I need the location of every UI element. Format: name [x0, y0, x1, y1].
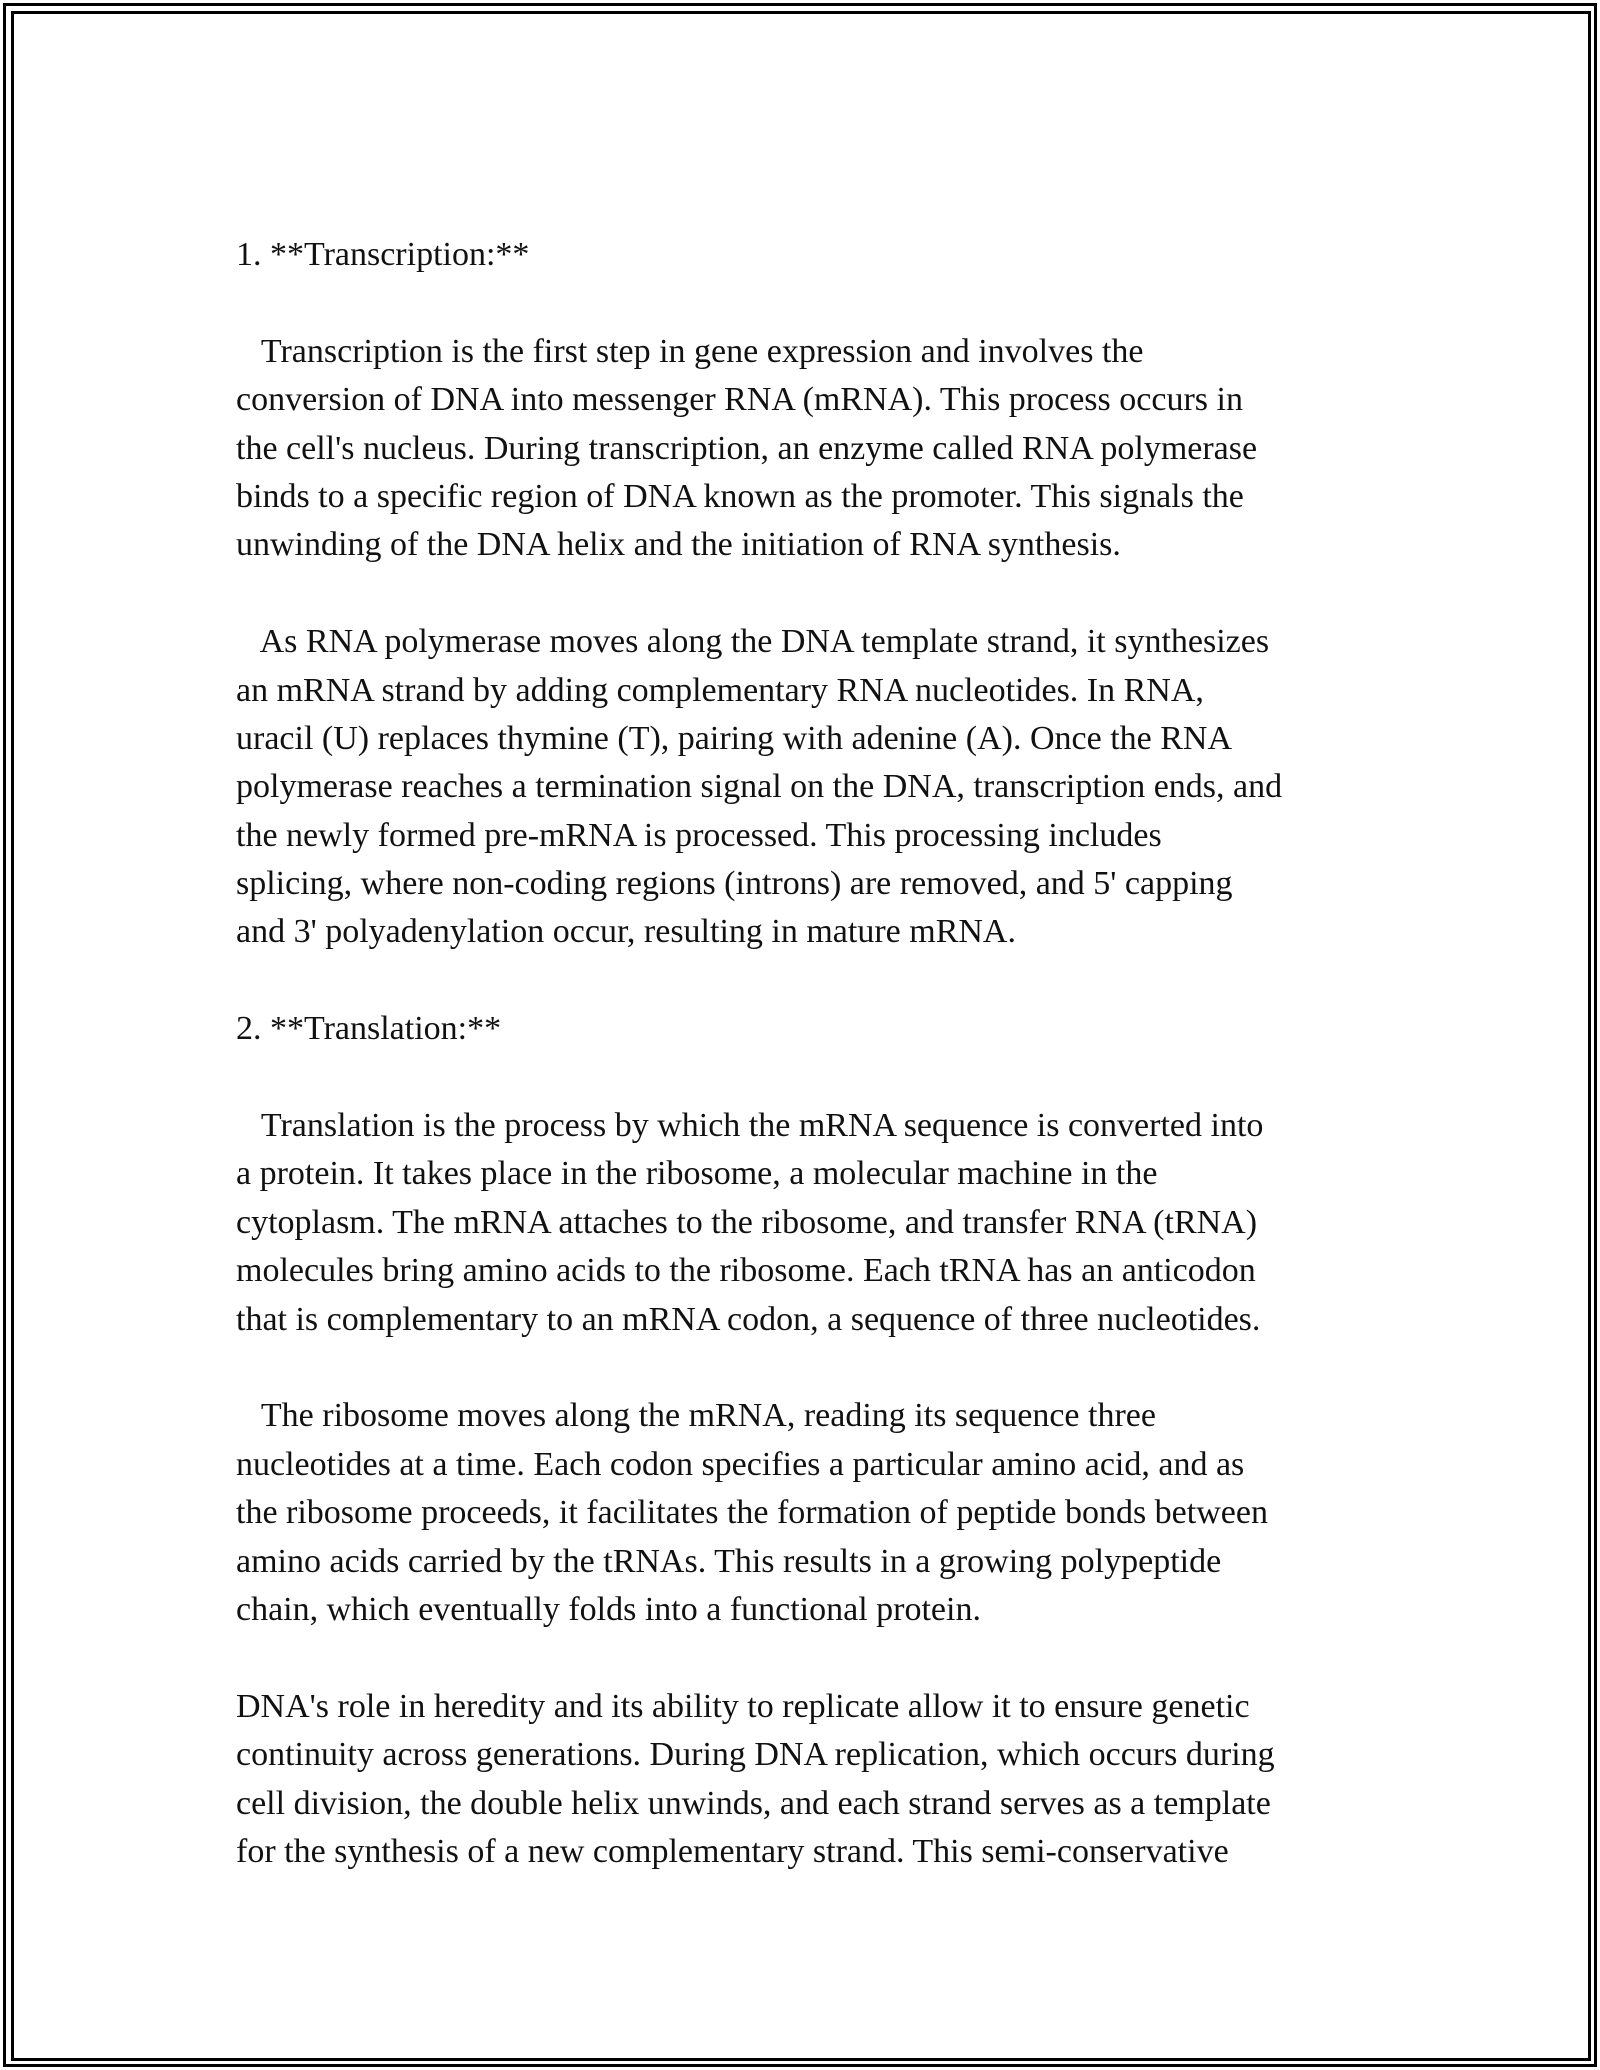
text-line: DNA's role in heredity and its ability to replicate allow it to ensure genetic	[236, 1687, 1250, 1725]
blank-line	[236, 957, 1376, 1005]
text-line: As RNA polymerase moves along the DNA template strand, it synthesizes	[236, 623, 1270, 661]
text-line: the newly formed pre-mRNA is processed. This processing includes	[236, 816, 1162, 854]
text-line: binds to a specific region of DNA known as the promoter. This signals the	[236, 477, 1244, 515]
text-line: 1. **Transcription:**	[236, 236, 530, 273]
section-heading	[236, 231, 1376, 279]
text-line: for the synthesis of a new complementary strand. This semi-conservative	[236, 1832, 1229, 1870]
paragraph	[236, 1392, 1376, 1634]
blank-line	[236, 279, 1376, 327]
text-line: the cell's nucleus. During transcription, an enzyme called RNA polymerase	[236, 429, 1258, 467]
text-line: amino acids carried by the tRNAs. This results in a growing polypeptide	[236, 1542, 1222, 1580]
blank-line	[236, 1054, 1376, 1102]
blank-line	[236, 1634, 1376, 1682]
text-line: 2. **Translation:**	[236, 1010, 502, 1048]
document-body	[236, 231, 1376, 1876]
text-line: Transcription is the first step in gene expression and involves the	[236, 332, 1144, 370]
paragraph	[236, 618, 1376, 957]
paragraph	[236, 328, 1376, 570]
text-line: splicing, where non-coding regions (introns) are removed, and 5' capping	[236, 865, 1233, 903]
paragraph	[236, 1102, 1376, 1344]
text-line: cell division, the double helix unwinds, and each strand serves as a template	[236, 1784, 1271, 1822]
text-line: unwinding of the DNA helix and the initiation of RNA synthesis.	[236, 526, 1121, 564]
text-line: and 3' polyadenylation occur, resulting in mature mRNA.	[236, 913, 1016, 951]
text-line: chain, which eventually folds into a functional protein.	[236, 1590, 981, 1628]
section-heading	[236, 1005, 1376, 1053]
text-line: that is complementary to an mRNA codon, a sequence of three nucleotides.	[236, 1300, 1261, 1338]
paragraph	[236, 1683, 1376, 1877]
text-line: conversion of DNA into messenger RNA (mRNA). This process occurs in	[236, 381, 1243, 419]
text-line: continuity across generations. During DNA replication, which occurs during	[236, 1736, 1275, 1774]
text-line: an mRNA strand by adding complementary RNA nucleotides. In RNA,	[236, 671, 1204, 709]
text-line: the ribosome proceeds, it facilitates the formation of peptide bonds between	[236, 1494, 1268, 1532]
text-line: polymerase reaches a termination signal on the DNA, transcription ends, and	[236, 768, 1283, 806]
text-line: nucleotides at a time. Each codon specifies a particular amino acid, and as	[236, 1445, 1245, 1483]
text-line: molecules bring amino acids to the ribosome. Each tRNA has an anticodon	[236, 1252, 1256, 1290]
text-line: Translation is the process by which the mRNA sequence is converted into	[236, 1107, 1264, 1145]
text-line: cytoplasm. The mRNA attaches to the ribosome, and transfer RNA (tRNA)	[236, 1203, 1258, 1241]
text-line: uracil (U) replaces thymine (T), pairing with adenine (A). Once the RNA	[236, 719, 1233, 757]
text-line: a protein. It takes place in the ribosome, a molecular machine in the	[236, 1155, 1158, 1193]
text-line: The ribosome moves along the mRNA, reading its sequence three	[236, 1397, 1156, 1435]
blank-line	[236, 570, 1376, 618]
blank-line	[236, 1344, 1376, 1392]
